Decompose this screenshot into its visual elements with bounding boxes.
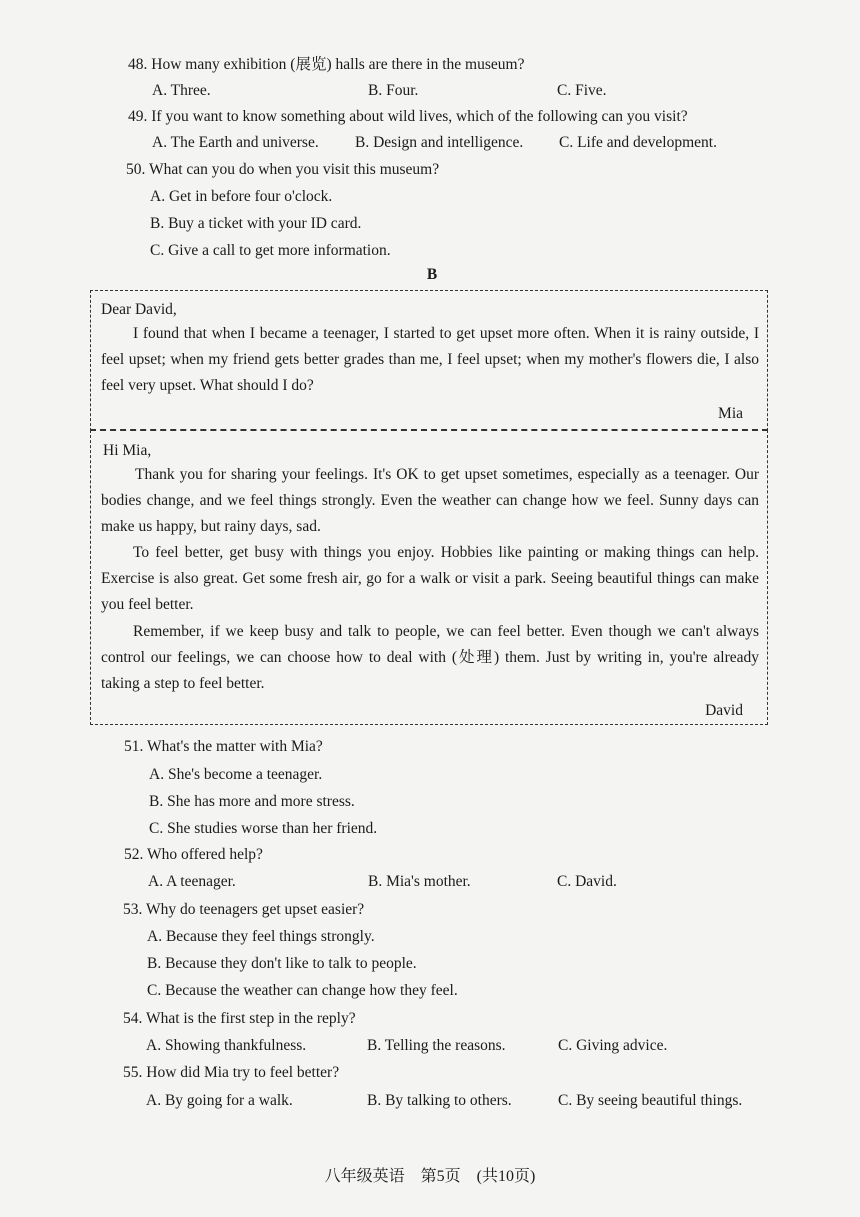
letter-david-paragraph-2: To feel better, get busy with things you enjoy. Hobbies like painting or making things can help. Exercise is also great. Get some fresh air, go for a walk or visit a park. Seeing beautiful things can make you feel better.: [101, 544, 759, 613]
question-55: 55. How did Mia try to feel better?: [123, 1064, 340, 1081]
option-55c: C. By seeing beautiful things.: [558, 1092, 743, 1109]
question-48: 48. How many exhibition (展览) halls are there in the museum?: [128, 56, 525, 73]
section-b-label: B: [426, 266, 438, 283]
option-48a: A. Three.: [152, 82, 211, 99]
letter-mia-signature: Mia: [718, 405, 743, 422]
question-49: 49. If you want to know something about wild lives, which of the following can you visit?: [128, 108, 688, 125]
option-51c: C. She studies worse than her friend.: [149, 820, 378, 837]
option-49c: C. Life and development.: [559, 134, 717, 151]
question-54: 54. What is the first step in the reply?: [123, 1010, 356, 1027]
option-52a: A. A teenager.: [148, 873, 236, 890]
option-48c: C. Five.: [557, 82, 607, 99]
option-53b: B. Because they don't like to talk to people.: [147, 955, 417, 972]
option-53c: C. Because the weather can change how they feel.: [147, 982, 458, 999]
option-55a: A. By going for a walk.: [146, 1092, 293, 1109]
page-footer: 八年级英语 第5页 (共10页): [324, 1168, 536, 1185]
letter-mia-body: I found that when I became a teenager, I started to get upset more often. When it is rainy outside, I feel upset; when my friend gets better grades than me, I feel upset; when my mother's flowers die, I also feel very upset. What should I do?: [101, 325, 759, 394]
option-48b: B. Four.: [368, 82, 419, 99]
question-51: 51. What's the matter with Mia?: [124, 738, 323, 755]
option-51a: A. She's become a teenager.: [149, 766, 323, 783]
option-55b: B. By talking to others.: [367, 1092, 512, 1109]
letter-david-paragraph-3: Remember, if we keep busy and talk to people, we can feel better. Even though we can't always control our feelings, we can choose how to deal with (处理) them. Just by writing in, you're already taking a step to feel better.: [101, 623, 759, 692]
question-52: 52. Who offered help?: [124, 846, 263, 863]
question-50: 50. What can you do when you visit this museum?: [126, 161, 440, 178]
option-53a: A. Because they feel things strongly.: [147, 928, 375, 945]
option-52b: B. Mia's mother.: [368, 873, 471, 890]
letter-david-greeting: Hi Mia,: [103, 442, 152, 459]
letter-mia-greeting: Dear David,: [101, 301, 177, 318]
option-54c: C. Giving advice.: [558, 1037, 668, 1054]
letter-david-paragraph-1: Thank you for sharing your feelings. It's OK to get upset sometimes, especially as a teenager. Our bodies change, and we feel things strongly. Even the weather can change how we feel. Sunny days can make us happy, but rainy days, sad.: [101, 466, 759, 535]
option-49b: B. Design and intelligence.: [355, 134, 524, 151]
option-52c: C. David.: [557, 873, 617, 890]
option-54b: B. Telling the reasons.: [367, 1037, 506, 1054]
option-50a: A. Get in before four o'clock.: [150, 188, 333, 205]
question-53: 53. Why do teenagers get upset easier?: [123, 901, 365, 918]
option-51b: B. She has more and more stress.: [149, 793, 355, 810]
option-49a: A. The Earth and universe.: [152, 134, 319, 151]
letter-david-signature: David: [705, 702, 743, 719]
option-50b: B. Buy a ticket with your ID card.: [150, 215, 362, 232]
option-54a: A. Showing thankfulness.: [146, 1037, 307, 1054]
option-50c: C. Give a call to get more information.: [150, 242, 391, 259]
